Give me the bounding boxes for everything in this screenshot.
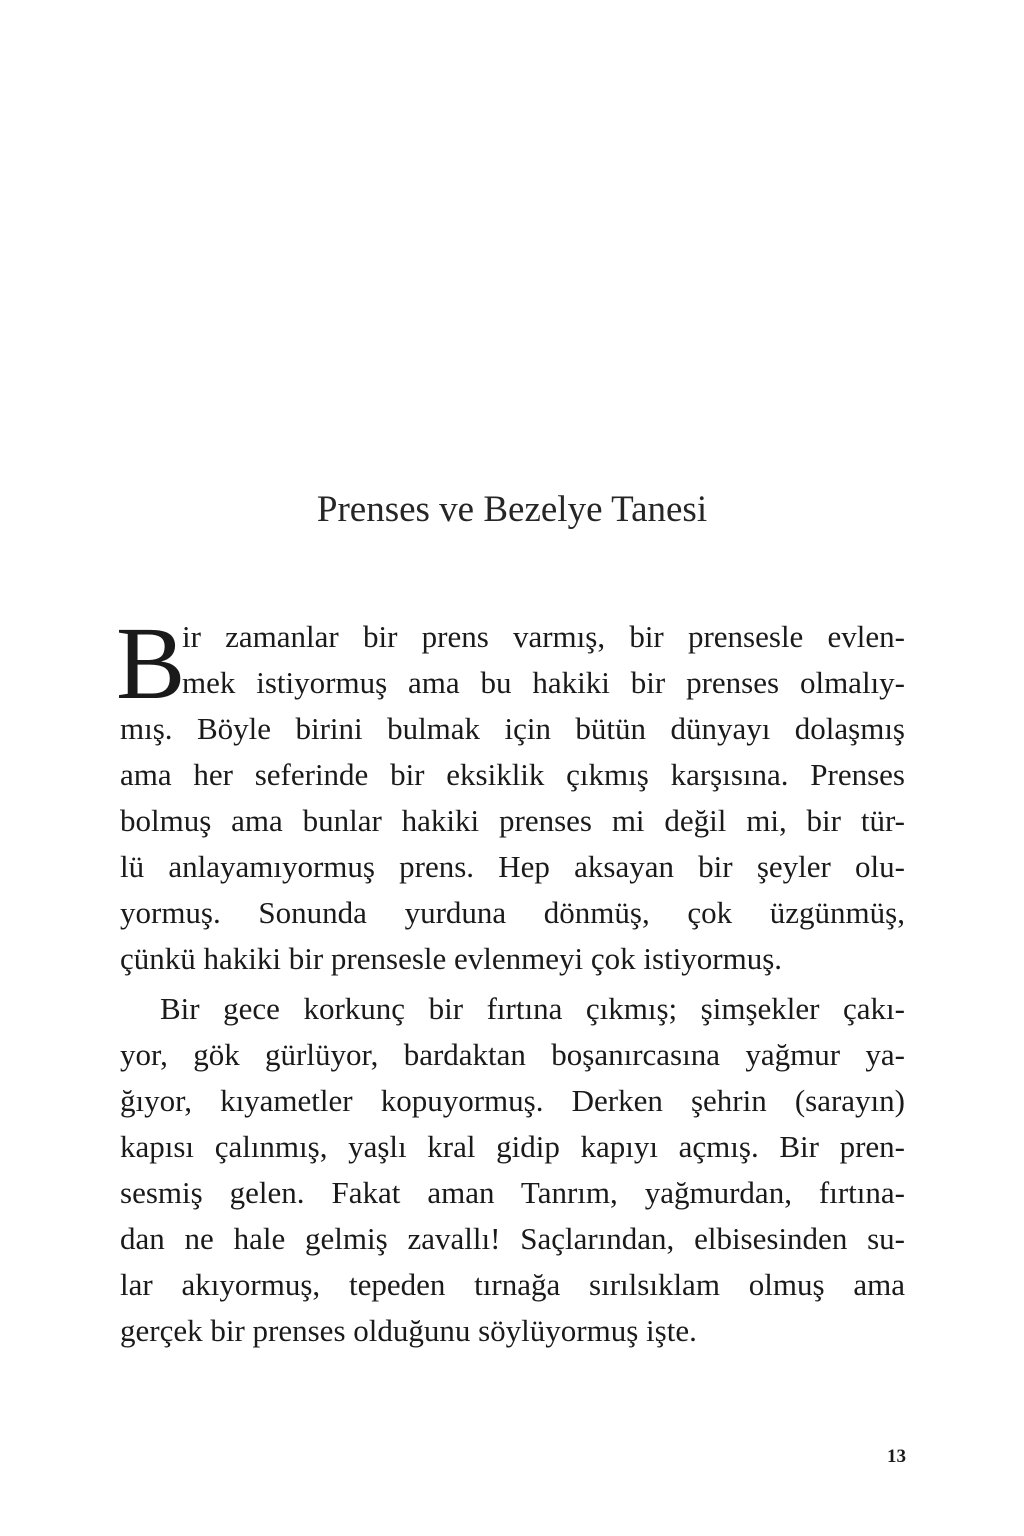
text-line: bolmuş ama bunlar hakiki prenses mi değil mi, bir tür- [120,803,905,838]
text-line: çünkü hakiki bir prensesle evlenmeyi çok istiyormuş. [120,941,783,976]
text-line: sesmiş gelen. Fakat aman Tanrım, yağmurdan, fırtına- [120,1175,905,1210]
text-line: lar akıyormuş, tepeden tırnağa sırılsıklam olmuş ama [120,1267,905,1302]
text-line: yor, gök gürlüyor, bardaktan boşanırcasına yağmur ya- [120,1037,905,1072]
text-line: ama her seferinde bir eksiklik çıkmış karşısına. Prenses [120,757,905,792]
text-line: mış. Böyle birini bulmak için bütün dünyayı dolaşmış [120,711,905,746]
text-line: ğıyor, kıyametler kopuyormuş. Derken şehrin (sarayın) [120,1083,905,1118]
text-line: mek istiyormuş ama bu hakiki bir prenses olmalıy- [182,665,905,700]
text-line: yormuş. Sonunda yurduna dönmüş, çok üzgünmüş, [120,895,905,930]
drop-cap: B [116,606,186,721]
text-line: dan ne hale gelmiş zavallı! Saçlarından, elbisesinden su- [120,1221,905,1256]
text-line: ir zamanlar bir prens varmış, bir prensesle evlen- [182,619,905,654]
text-line: Bir gece korkunç bir fırtına çıkmış; şimşekler çakı- [160,991,905,1026]
text-line: lü anlayamıyormuş prens. Hep aksayan bir şeyler olu- [120,849,905,884]
page-number: 13 [887,1446,906,1467]
text-line: kapısı çalınmış, yaşlı kral gidip kapıyı açmış. Bir pren- [120,1129,905,1164]
text-line: gerçek bir prenses olduğunu söylüyormuş işte. [120,1313,697,1348]
chapter-title: Prenses ve Bezelye Tanesi [316,489,708,530]
